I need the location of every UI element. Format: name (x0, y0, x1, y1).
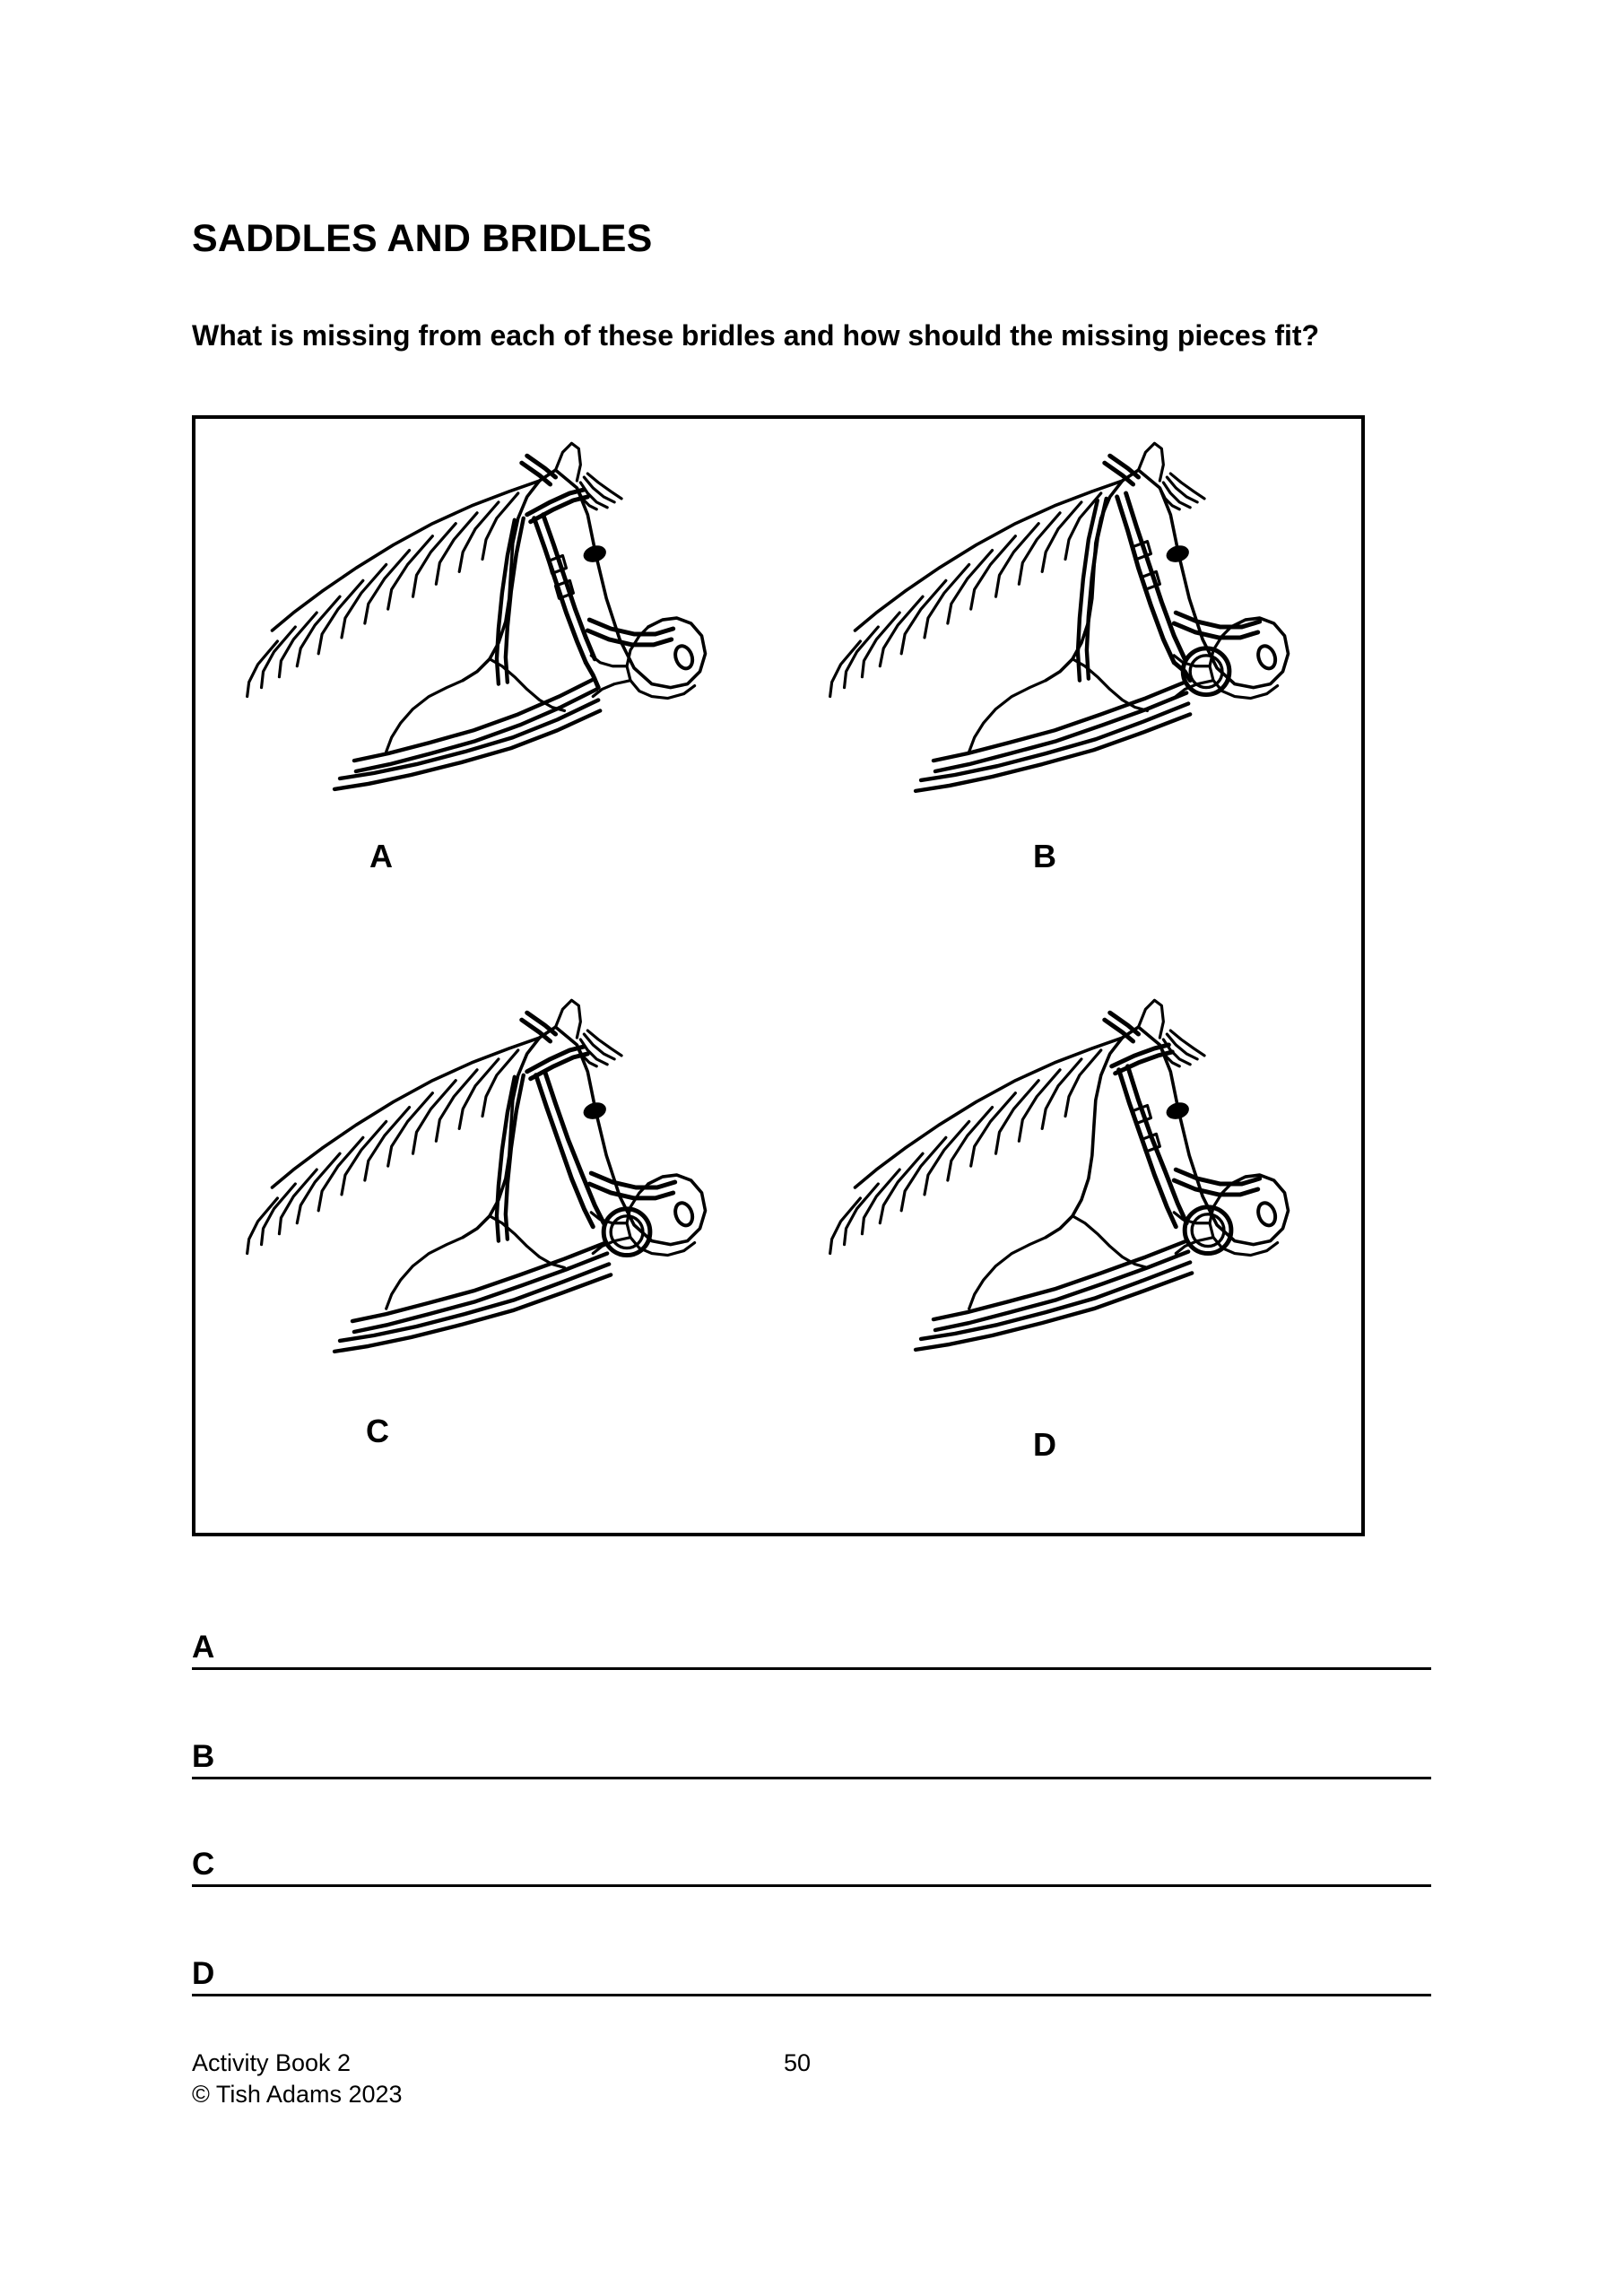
figure-panel-b (778, 419, 1361, 976)
question-prompt: What is missing from each of these bridles and how should the missing pieces fit? (192, 319, 1320, 352)
panel-label-b: B (1033, 838, 1056, 874)
figure-panel-d (778, 976, 1361, 1533)
horse-head-bridle-drawing-d (778, 985, 1361, 1388)
answer-rule-c[interactable] (192, 1884, 1431, 1887)
answer-rule-d[interactable] (192, 1994, 1431, 1996)
horse-head-bridle-drawing-c (195, 985, 778, 1388)
answer-row-c[interactable] (192, 1837, 1431, 1887)
footer-copyright: © Tish Adams 2023 (192, 2080, 403, 2108)
panel-label-c: C (366, 1413, 389, 1449)
horse-head-bridle-drawing-a (195, 428, 778, 831)
figure-panel-c (195, 976, 778, 1533)
page-footer (192, 2048, 1431, 2119)
panel-label-d: D (1033, 1426, 1056, 1463)
answer-row-a[interactable] (192, 1620, 1431, 1670)
answer-label-c: C (192, 1847, 215, 1882)
answer-label-d: D (192, 1956, 215, 1991)
page-number: 50 (784, 2049, 812, 2076)
footer-book-title: Activity Book 2 (192, 2049, 352, 2076)
figure-panel-a (195, 419, 778, 976)
answer-row-d[interactable] (192, 1946, 1431, 1996)
panel-label-a: A (369, 838, 393, 874)
illustration-grid (195, 419, 1361, 1533)
answer-row-b[interactable] (192, 1729, 1431, 1779)
page-title: SADDLES AND BRIDLES (192, 216, 653, 260)
answer-rule-b[interactable] (192, 1777, 1431, 1779)
footer-attribution (192, 2048, 403, 2109)
answer-label-a: A (192, 1630, 215, 1665)
answer-label-b: B (192, 1739, 215, 1774)
answer-rule-a[interactable] (192, 1667, 1431, 1670)
horse-head-bridle-drawing-b (778, 428, 1361, 831)
illustration-box (192, 415, 1365, 1536)
